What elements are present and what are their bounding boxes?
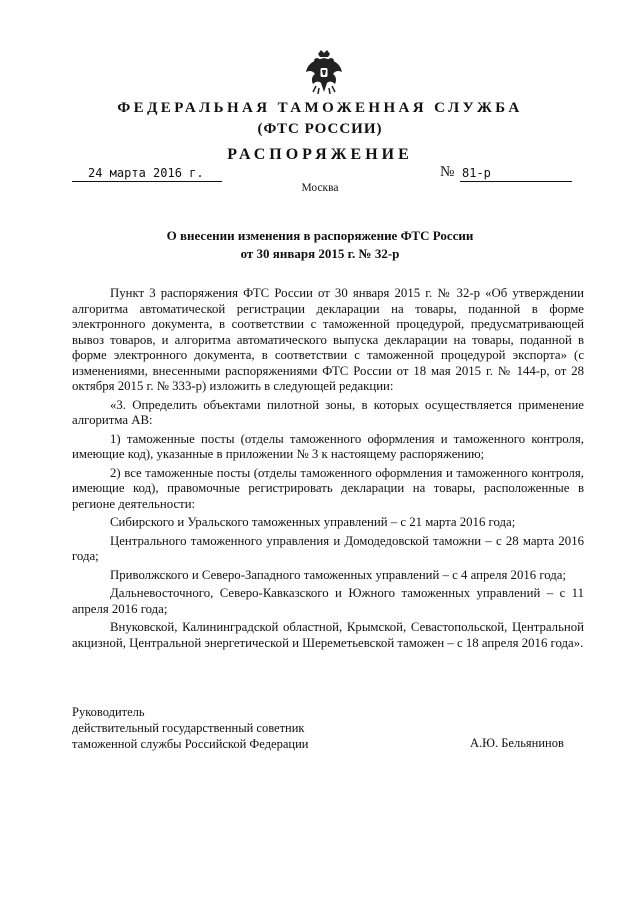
document-subject	[0, 227, 640, 263]
subject-line-1: О внесении изменения в распоряжение ФТС России	[166, 228, 474, 243]
document-date: 24 марта 2016 г.	[72, 166, 222, 182]
agency-name: ФЕДЕРАЛЬНАЯ ТАМОЖЕННАЯ СЛУЖБА	[117, 100, 523, 116]
body-paragraph: Центрального таможенного управления и Домодедовской таможни – с 28 марта 2016 года;	[72, 533, 584, 563]
subject-line-2: от 30 января 2015 г. № 32-р	[240, 246, 400, 261]
body-paragraph: Приволжского и Северо-Западного таможенных управлений – с 4 апреля 2016 года;	[110, 567, 567, 582]
body-paragraph: Дальневосточного, Северо-Кавказского и Южного таможенных управлений – с 11 апреля 2016 года;	[72, 586, 584, 616]
number-label: №	[440, 164, 455, 180]
document-number: 81-р	[460, 166, 572, 182]
body-paragraph: 1) таможенные посты (отделы таможенного оформления и таможенного контроля, имеющие код), указанные в приложении № 3 к настоящему распоряжению;	[72, 431, 584, 461]
signatory-title-line-3: таможенной службы Российской Федерации	[72, 737, 309, 751]
signatory-name: А.Ю. Бельянинов	[470, 736, 564, 750]
signatory-title-line-2: действительный государственный советник	[72, 721, 305, 735]
body-paragraph: Пункт 3 распоряжения ФТС России от 30 января 2015 г. № 32-р «Об утверждении алгоритма автоматической регистрации декларации на товары, поданной в форме электронного документа, в соответствии с таможенной процедурой, предусматривающей вывоз товаров, и алгоритма автоматического выпуска декларации на товары, поданной в форме электронного документа, в соответствии с таможенной процедурой экспорта» (с изменениями, внесенными распоряжениями ФТС России от 18 мая 2015 г. № 144-р, от 28 октября 2015 г. № 333-р) изложить в следующей редакции:	[72, 286, 584, 393]
city: Москва	[301, 182, 339, 194]
signatory-title-line-1: Руководитель	[72, 705, 145, 719]
body-paragraph: 2) все таможенные посты (отделы таможенного оформления и таможенного контроля, имеющие код), правомочные регистрировать декларации на товары, расположенные в регионе деятельности:	[72, 465, 584, 511]
body-paragraph: Внуковской, Калининградской областной, Крымской, Севастопольской, Центральной акцизной, Центральной энергетической и Шереметьевской таможен – с 18 апреля 2016 года».	[72, 620, 584, 650]
agency-short-name: (ФТС РОССИИ)	[257, 121, 383, 137]
body-paragraph: Сибирского и Уральского таможенных управлений – с 21 марта 2016 года;	[110, 515, 516, 529]
document-type: РАСПОРЯЖЕНИЕ	[227, 146, 413, 163]
russian-coat-of-arms-icon	[304, 48, 344, 96]
document-body	[72, 286, 584, 651]
signatory-title	[72, 704, 308, 752]
body-paragraph: «3. Определить объектами пилотной зоны, в которых осуществляется применение алгоритма АВ:	[72, 397, 584, 427]
